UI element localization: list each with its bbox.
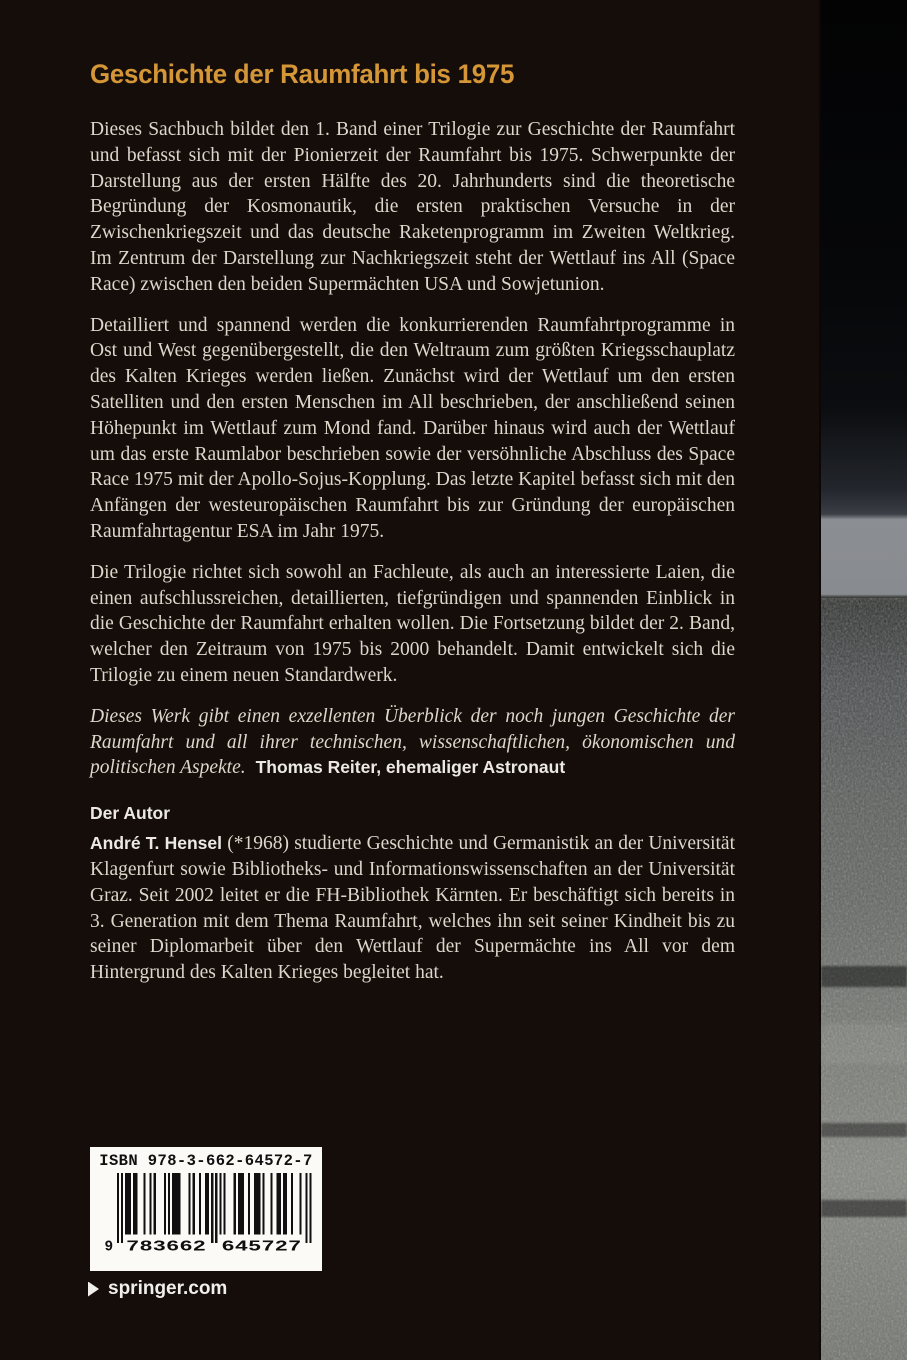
springer-triangle-icon	[88, 1282, 99, 1297]
svg-text:645727: 645727	[221, 1239, 302, 1252]
synopsis-paragraph-3: Die Trilogie richtet sich sowohl an Fachleute, als auch an interessierte Laien, die einen aufschlussreichen, detaillierten, tiefgründigen und spannenden Einblick in die Geschichte der Raumfahrt erhalten wollen. Die Fortsetzung bildet der 2. Band, welcher den Zeitraum von 1975 bis 2000 behandelt. Damit entwickelt sich die Trilogie zu einem neuen Standardwerk.	[90, 561, 735, 686]
moon-rock-shadow	[821, 1123, 907, 1137]
synopsis-paragraph-1: Dieses Sachbuch bildet den 1. Band einer Trilogie zur Geschichte der Raumfahrt und befasst sich mit der Pionierzeit der Raumfahrt bis 1975. Schwerpunkte der Darstellung aus der ersten Hälfte des 20. Jahrhunderts sind die theoretische Begründung der Kosmonautik, die ersten praktischen Versuche in der Zwischenkriegszeit und das deutsche Raketenprogramm im Zweiten Weltkrieg. Im Zentrum der Darstellung zur Nachkriegszeit steht der Wettlauf ins All (Space Race) zwischen den beiden Supermächten USA und Sowjetunion.	[90, 119, 735, 295]
synopsis-paragraph-2: Detailliert und spannend werden die konkurrierenden Raumfahrtprogramme in Ost und West gegenübergestellt, die den Weltraum zum größten Kriegsschauplatz des Kalten Krieges werden ließen. Zunächst wird der Wettlauf um den ersten Satelliten und den ersten Menschen im All beschrieben, der anschließend seinen Höhepunkt im Wettlauf zum Mond fand. Darüber hinaus wird auch der Wettlauf um das erste Raumlabor beschrieben sowie der versöhnliche Abschluss des Space Race 1975 mit der Apollo-Sojus-Kopplung. Das letzte Kapitel befasst sich mit den Anfängen der westeuropäischen Raumfahrt bis zur Gründung der europäischen Raumfahrtagentur ESA im Jahr 1975.	[90, 314, 735, 542]
svg-text:9: 9	[104, 1239, 114, 1252]
author-bio-text: (*1968) studierte Geschichte und Germanistik an der Universität Klagenfurt sowie Bibliotheks- und Informationswissenschaften an der Universität Graz. Seit 2002 leitet er die FH-Bibliothek Kärnten. Er beschäftigt sich bereits in 3. Generation mit dem Thema Raumfahrt, welches ihn seit seiner Kindheit bis zu seiner Diplomarbeit über den Wettlauf der Supermächte ins All vor dem Hintergrund des Kalten Krieges begleitet hat.	[90, 833, 735, 984]
book-title: Geschichte der Raumfahrt bis 1975	[90, 59, 515, 89]
moon-rock-shadow	[821, 966, 907, 988]
quote-text: Dieses Werk gibt einen exzellenten Überblick der noch jungen Geschichte der Raumfahrt und all ihrer technischen, wissenschaftlichen, ökonomischen und politischen Aspekte.	[90, 705, 735, 779]
svg-text:783662: 783662	[126, 1239, 206, 1252]
endorsement-quote	[90, 704, 735, 781]
author-bio	[90, 831, 735, 986]
publisher-footer	[88, 1278, 227, 1300]
isbn-label: ISBN 978-3-662-64572-7	[99, 1152, 313, 1170]
barcode-bars	[99, 1171, 313, 1257]
quote-attribution: Thomas Reiter, ehemaliger Astronaut	[255, 757, 566, 778]
moon-light-patch	[821, 1023, 907, 1064]
moon-rock-shadow	[821, 1200, 907, 1218]
author-name: André T. Hensel	[90, 833, 223, 854]
back-cover-text-column	[90, 0, 735, 1001]
author-section-heading: Der Autor	[90, 803, 171, 824]
isbn-barcode-box	[90, 1147, 322, 1271]
springer-link[interactable]: springer.com	[108, 1278, 228, 1299]
moon-surface-photo	[819, 0, 907, 1360]
